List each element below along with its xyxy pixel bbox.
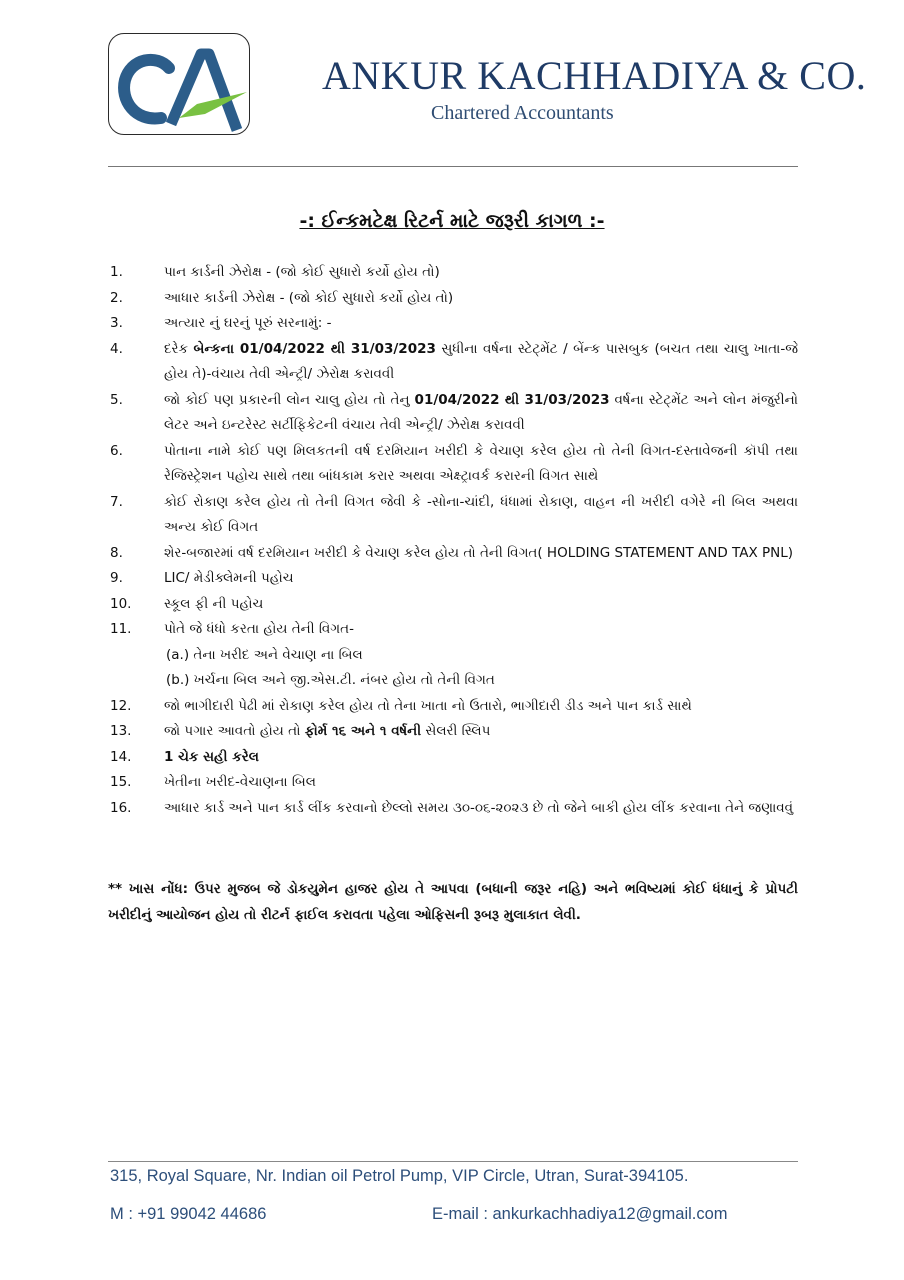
ca-logo-icon: [109, 34, 251, 136]
list-item: [108, 796, 798, 822]
item-text: કોઈ રોકાણ કરેલ હોય તો તેની વિગત જેવી કે -સોના-ચાંદી, ધંધામાં રોકાણ, વાહન ની ખરીદી વગેરે ની બિલ અથવા અન્ય કોઈ વિગત: [164, 493, 798, 535]
item-text: [164, 388, 798, 439]
item-text: [164, 337, 798, 388]
list-item: [108, 541, 798, 567]
item-text-part: સેલરી સ્લિપ: [421, 723, 491, 739]
item-date-range: બેન્કના 01/04/2022 થી 31/03/2023: [193, 340, 436, 357]
footer-email: E-mail : ankurkachhadiya12@gmail.com: [432, 1205, 728, 1223]
item-number: 9.: [110, 570, 123, 586]
item-text: ખેતીના ખરીદ-વેચાણના બિલ: [164, 774, 316, 790]
special-note: ** ખાસ નોંધ: ઉપર મુજબ જે ડોકયુમેન હાજર હોય તે આપવા (બધાની જરૂર નહિ) અને ભવિષ્યમાં કોઈ ધંધાનું કે પ્રોપટી ખરીદીનું આયોજન હોય તો રીટર્ન ફાઈલ કરાવતા પહેલા ઓફિસની રૂબરૂ મુલાકાત લેવી.: [108, 881, 798, 923]
item-text-part: જો પગાર આવતો હોય તો: [164, 723, 305, 739]
item-text-part: વર્ષના સ્ટેટ્મેંટ અને લોન મંજુરીનો લેટર અને ઇન્ટરેસ્ટ સર્ટીફિકેટની વંચાય તેવી એન્ટ્રી/ ઝેરોક્ષ કરાવવી: [164, 391, 799, 433]
item-number: 3.: [110, 315, 123, 331]
item-bold-part: ફોર્મ ૧૬ અને ૧ વર્ષની: [304, 723, 422, 739]
item-number: 5.: [110, 391, 123, 408]
item-number: 6.: [110, 442, 123, 459]
header-divider: [108, 166, 798, 167]
list-item: [108, 490, 798, 541]
list-item: [108, 566, 798, 592]
item-text-part: જો કોઈ પણ પ્રકારની લોન ચાલુ હોય તો તેનુ: [164, 391, 415, 408]
list-item: [108, 617, 798, 694]
item-number: 10.: [110, 595, 132, 612]
firm-subtitle: Chartered Accountants: [431, 102, 614, 124]
footer-divider: [108, 1161, 798, 1162]
item-number: 12.: [110, 697, 132, 714]
list-item: [108, 719, 798, 745]
sub-item-a: (a.) તેના ખરીદ અને વેચાણ ના બિલ: [166, 646, 363, 663]
list-item: [108, 592, 798, 618]
item-number: 1.: [110, 264, 123, 280]
item-number: 16.: [110, 799, 132, 816]
list-item: [108, 694, 798, 720]
item-number: 14.: [110, 748, 132, 765]
sub-item-b: (b.) ખર્ચના બિલ અને જી.એસ.ટી. નંબર હોય તો તેની વિગત: [166, 672, 495, 688]
firm-logo: [108, 33, 250, 135]
list-item: [108, 745, 798, 771]
item-number: 15.: [110, 774, 132, 790]
item-text: LIC/ મેડીક્લેમની પહોચ: [164, 570, 294, 586]
item-text: પોતાના નામે કોઈ પણ મિલકતની વર્ષ દરમિયાન ખરીદી કે વેચાણ કરેલ હોય તો તેની વિગત-દસ્તાવેજની કૉપી તથા રેજિસ્ટ્રેશન પહોચ સાથે તથા બાંધકામ કરાર અથવા એક્ષ્ટ્રાવર્ક કરારની વિગત સાથે: [164, 442, 798, 484]
item-number: 8.: [110, 544, 123, 561]
item-number: 4.: [110, 340, 123, 357]
item-text: પોતે જે ધંધો કરતા હોય તેની વિગત-: [164, 621, 354, 637]
list-item: [108, 260, 798, 286]
item-date-range: 01/04/2022 થી 31/03/2023: [414, 391, 610, 408]
item-text: સ્કૂલ ફી ની પહોચ: [164, 595, 264, 612]
item-text: શેર-બજારમાં વર્ષ દરમિયાન ખરીદી કે વેચાણ કરેલ હોય તો તેની વિગત( HOLDING STATEMENT AND TAX PNL): [164, 544, 794, 561]
item-text: [164, 719, 798, 745]
item-text: આધાર કાર્ડની ઝેરોક્ષ - (જો કોઈ સુધારો કર્યો હોય તો): [164, 289, 454, 306]
list-item: [108, 770, 798, 796]
item-number: 7.: [110, 493, 123, 510]
item-number: 13.: [110, 723, 132, 739]
footer-mobile: M : +91 99042 44686: [110, 1205, 267, 1223]
item-text-part: સુધીના વર્ષના સ્ટેટ્મેંટ / બેંન્ક પાસબુક (બચત તથા ચાલુ ખાતા-જે હોય તે)-વંચાય તેવી એન્ટ્રી/ ઝેરોક્ષ કરાવવી: [164, 340, 798, 382]
document-title: -: ઈન્કમટેક્ષ રિટર્ન માટે જરૂરી કાગળ :-: [299, 210, 605, 232]
firm-name: ANKUR KACHHADIYA & CO.: [322, 53, 867, 98]
item-text: જો ભાગીદારી પેઢી માં રોકાણ કરેલ હોય તો તેના ખાતા નો ઉતારો, ભાગીદારી ડીડ અને પાન કાર્ડ સાથે: [164, 697, 692, 714]
list-item: [108, 286, 798, 312]
item-text: પાન કાર્ડની ઝેરોક્ષ - (જો કોઈ સુધારો કર્યો હોય તો): [164, 264, 440, 280]
document-list: [108, 260, 798, 821]
item-bold-part: 1 ચેક સહી કરેલ: [164, 748, 259, 765]
item-text: [164, 745, 798, 771]
footer-address: 315, Royal Square, Nr. Indian oil Petrol Pump, VIP Circle, Utran, Surat-394105.: [110, 1167, 689, 1185]
item-text: અત્યાર નું ઘરનું પૂરું સરનામું: -: [164, 315, 332, 331]
item-number: 2.: [110, 289, 123, 306]
item-text-part: દરેક: [164, 340, 194, 357]
list-item: [108, 337, 798, 388]
list-item: [108, 311, 798, 337]
list-item: [108, 388, 798, 439]
item-text: આધાર કાર્ડ અને પાન કાર્ડ લીંક કરવાનો છેલ્લો સમય ૩૦-૦૬-૨૦૨૩ છે તો જેને બાકી હોય લીંક કરવાના તેને જણાવવું: [164, 799, 794, 816]
list-item: [108, 439, 798, 490]
item-number: 11.: [110, 621, 132, 637]
